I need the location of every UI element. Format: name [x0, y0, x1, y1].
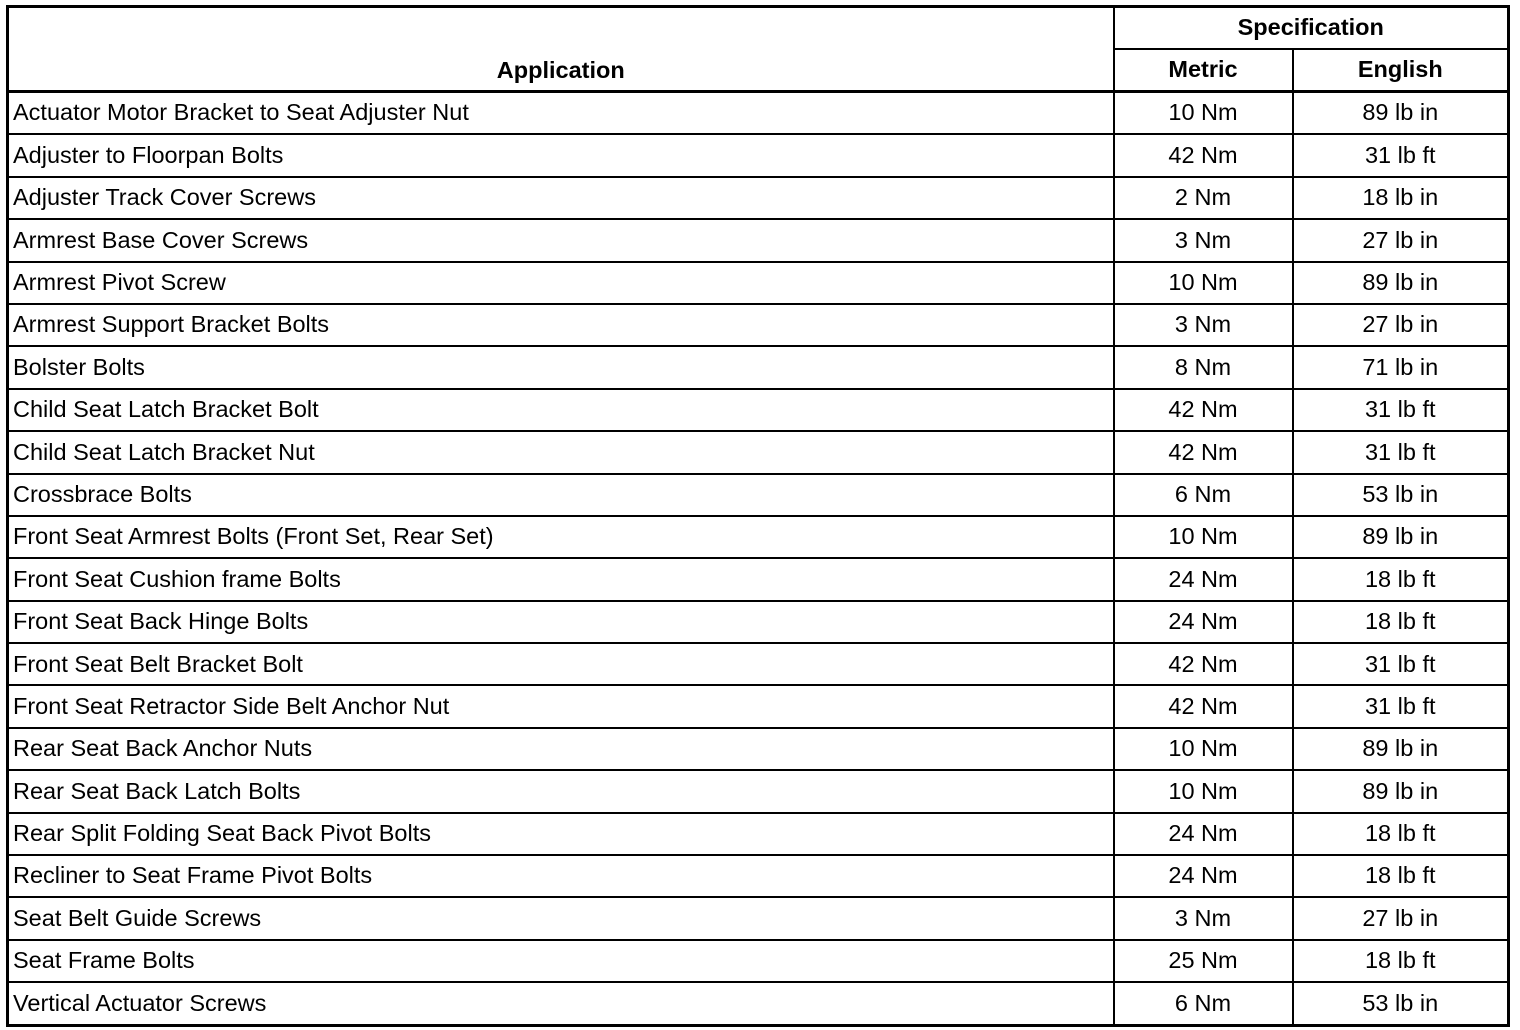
table-row: [8, 431, 1509, 473]
metric-cell: 3 Nm: [1114, 897, 1293, 939]
table-row: [8, 643, 1509, 685]
metric-cell: 24 Nm: [1114, 558, 1293, 600]
english-cell: 71 lb in: [1293, 346, 1509, 388]
metric-cell: 42 Nm: [1114, 389, 1293, 431]
metric-cell: 10 Nm: [1114, 516, 1293, 558]
english-cell: 53 lb in: [1293, 982, 1509, 1025]
english-cell: 89 lb in: [1293, 728, 1509, 770]
table-row: [8, 516, 1509, 558]
table-row: [8, 601, 1509, 643]
english-cell: 18 lb ft: [1293, 813, 1509, 855]
table-row: [8, 474, 1509, 516]
table-row: [8, 770, 1509, 812]
metric-cell: 24 Nm: [1114, 813, 1293, 855]
table-row: [8, 685, 1509, 727]
english-cell: 18 lb ft: [1293, 558, 1509, 600]
english-cell: 18 lb ft: [1293, 940, 1509, 982]
application-cell: Rear Split Folding Seat Back Pivot Bolts: [8, 813, 1114, 855]
table-row: [8, 262, 1509, 304]
application-cell: Actuator Motor Bracket to Seat Adjuster Nut: [8, 92, 1114, 135]
metric-cell: 42 Nm: [1114, 643, 1293, 685]
metric-cell: 25 Nm: [1114, 940, 1293, 982]
metric-cell: 10 Nm: [1114, 262, 1293, 304]
metric-cell: 3 Nm: [1114, 304, 1293, 346]
application-cell: Seat Frame Bolts: [8, 940, 1114, 982]
english-cell: 31 lb ft: [1293, 389, 1509, 431]
table-row: [8, 855, 1509, 897]
english-cell: 53 lb in: [1293, 474, 1509, 516]
english-cell: 31 lb ft: [1293, 134, 1509, 176]
application-cell: Vertical Actuator Screws: [8, 982, 1114, 1025]
application-cell: Armrest Support Bracket Bolts: [8, 304, 1114, 346]
english-cell: 89 lb in: [1293, 92, 1509, 135]
english-cell: 27 lb in: [1293, 897, 1509, 939]
table-row: [8, 219, 1509, 261]
metric-column-header: Metric: [1114, 49, 1293, 92]
table-row: [8, 728, 1509, 770]
metric-cell: 10 Nm: [1114, 728, 1293, 770]
application-cell: Recliner to Seat Frame Pivot Bolts: [8, 855, 1114, 897]
application-cell: Front Seat Belt Bracket Bolt: [8, 643, 1114, 685]
application-cell: Rear Seat Back Anchor Nuts: [8, 728, 1114, 770]
application-cell: Front Seat Back Hinge Bolts: [8, 601, 1114, 643]
application-cell: Crossbrace Bolts: [8, 474, 1114, 516]
table-row: [8, 897, 1509, 939]
english-cell: 31 lb ft: [1293, 643, 1509, 685]
application-cell: Rear Seat Back Latch Bolts: [8, 770, 1114, 812]
metric-cell: 24 Nm: [1114, 601, 1293, 643]
metric-cell: 8 Nm: [1114, 346, 1293, 388]
fastener-specification-table: [6, 5, 1510, 1027]
english-cell: 89 lb in: [1293, 770, 1509, 812]
table-row: [8, 92, 1509, 135]
table-row: [8, 940, 1509, 982]
application-cell: Armrest Base Cover Screws: [8, 219, 1114, 261]
application-cell: Front Seat Retractor Side Belt Anchor Nut: [8, 685, 1114, 727]
metric-cell: 6 Nm: [1114, 474, 1293, 516]
application-cell: Front Seat Cushion frame Bolts: [8, 558, 1114, 600]
table-row: [8, 558, 1509, 600]
metric-cell: 10 Nm: [1114, 92, 1293, 135]
application-cell: Child Seat Latch Bracket Bolt: [8, 389, 1114, 431]
application-column-header: Application: [8, 7, 1114, 92]
table-row: [8, 813, 1509, 855]
english-column-header: English: [1293, 49, 1509, 92]
table-row: [8, 304, 1509, 346]
table-row: [8, 982, 1509, 1025]
table-row: [8, 177, 1509, 219]
application-cell: Front Seat Armrest Bolts (Front Set, Rear Set): [8, 516, 1114, 558]
metric-cell: 42 Nm: [1114, 431, 1293, 473]
application-cell: Armrest Pivot Screw: [8, 262, 1114, 304]
application-cell: Seat Belt Guide Screws: [8, 897, 1114, 939]
table-row: [8, 134, 1509, 176]
table-row: [8, 389, 1509, 431]
metric-cell: 24 Nm: [1114, 855, 1293, 897]
table-row: [8, 346, 1509, 388]
metric-cell: 42 Nm: [1114, 134, 1293, 176]
metric-cell: 3 Nm: [1114, 219, 1293, 261]
english-cell: 89 lb in: [1293, 516, 1509, 558]
metric-cell: 42 Nm: [1114, 685, 1293, 727]
application-cell: Bolster Bolts: [8, 346, 1114, 388]
english-cell: 27 lb in: [1293, 304, 1509, 346]
specification-group-header: Specification: [1114, 7, 1509, 50]
application-cell: Adjuster Track Cover Screws: [8, 177, 1114, 219]
english-cell: 31 lb ft: [1293, 431, 1509, 473]
english-cell: 18 lb in: [1293, 177, 1509, 219]
metric-cell: 2 Nm: [1114, 177, 1293, 219]
metric-cell: 10 Nm: [1114, 770, 1293, 812]
application-cell: Adjuster to Floorpan Bolts: [8, 134, 1114, 176]
english-cell: 89 lb in: [1293, 262, 1509, 304]
english-cell: 31 lb ft: [1293, 685, 1509, 727]
table-header: [8, 7, 1509, 92]
english-cell: 18 lb ft: [1293, 855, 1509, 897]
application-cell: Child Seat Latch Bracket Nut: [8, 431, 1114, 473]
table-body: [8, 92, 1509, 1026]
english-cell: 27 lb in: [1293, 219, 1509, 261]
english-cell: 18 lb ft: [1293, 601, 1509, 643]
metric-cell: 6 Nm: [1114, 982, 1293, 1025]
